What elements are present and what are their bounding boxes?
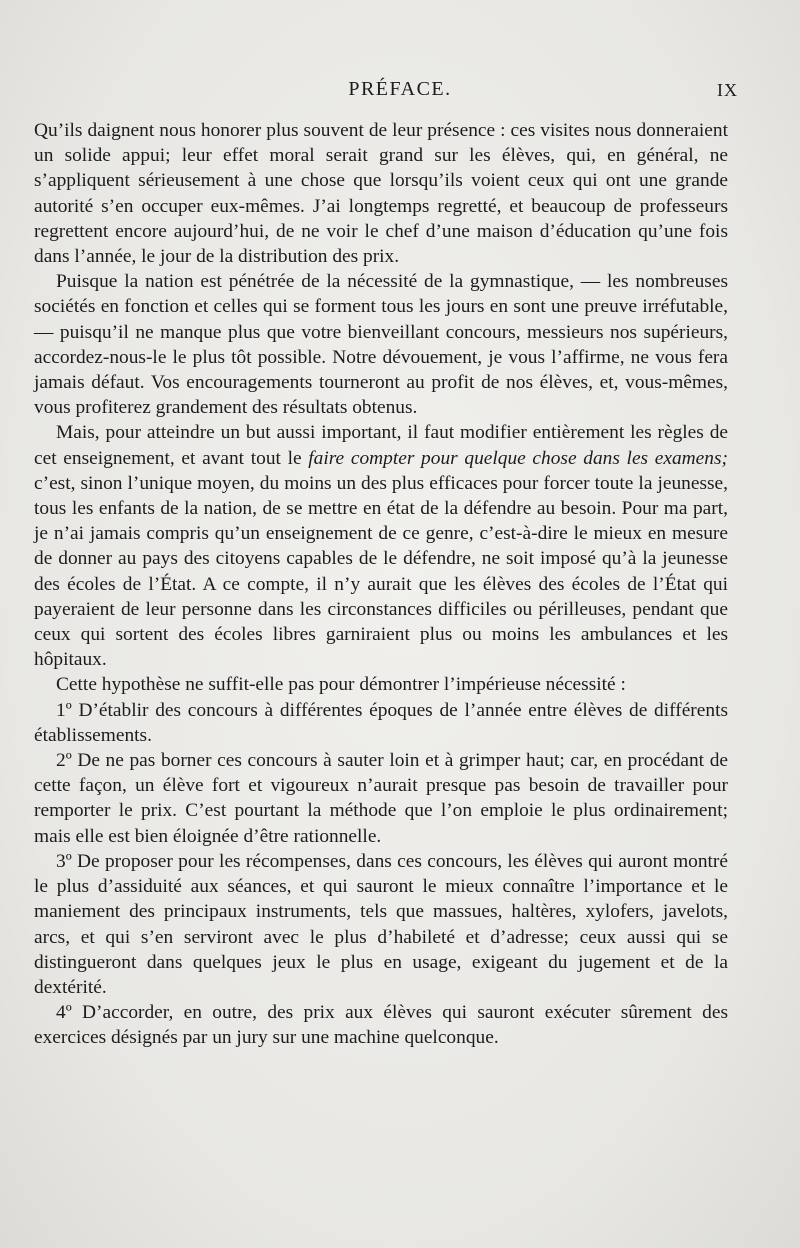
body-text [34, 118, 728, 1051]
list-item-2: 2º De ne pas borner ces concours à sauter loin et à grimper haut; car, en procédant de cette façon, un élève fort et vigoureux n’aurait presque pas besoin de travailler pour remporter le prix. C’est pourtant la méthode que l’on emploie le plus ordinairement; mais elle est bien éloignée d’être rationnelle. [34, 750, 728, 847]
paragraph-4: Cette hypothèse ne suffit-elle pas pour démontrer l’impérieuse nécessité : [56, 674, 626, 696]
paragraph-3 [34, 420, 728, 672]
page-number: IX [717, 80, 738, 100]
paragraph-1: Qu’ils daignent nous honorer plus souvent de leur présence : ces visites nous donneraient un solide appui; leur effet moral serait grand sur les élèves, qui, en général, ne s’appliquent sérieusement à une chose que lorsqu’ils voient ceux qui ont une grande autorité s’en occuper eux-mêmes. J’ai longtemps regretté, et beaucoup de professeurs regrettent encore aujourd’hui, de ne voir le chef d’une maison d’éducation qu’une fois dans l’année, le jour de la distribution des prix. [34, 120, 728, 268]
emphasis-phrase: faire compter pour quelque chose dans les examens; [308, 447, 728, 469]
list-item-3: 3º De proposer pour les récompenses, dans ces concours, les élèves qui auront montré le plus d’assiduité aux séances, et qui sauront le mieux connaître l’importance et le maniement des principaux instruments, tels que massues, haltères, xylofers, javelots, arcs, et qui s’en serviront avec le plus d’habileté et d’adresse; ceux aussi qui se distingueront dans quelques jeux le plus en usage, exigeant du jugement et de la dextérité. [34, 850, 728, 998]
list-item-4: 4º D’accorder, en outre, des prix aux élèves qui sauront exécuter sûrement des exercices désignés par un jury sur une machine quelconque. [34, 1002, 728, 1049]
paragraph-3-start: Mais, pour atteindre un but aussi important, il faut modifier entièrement les règles de cet enseignement, et avant tout le [34, 422, 728, 469]
paragraph-2: Puisque la nation est pénétrée de la nécessité de la gymnastique, — les nombreuses sociétés en fonction et celles qui se forment tous les jours en sont une preuve irréfutable, — puisqu’il ne manque plus que votre bienveillant concours, messieurs nos supérieurs, accordez-nous-le le plus tôt possible. Notre dévouement, je vous l’affirme, ne vous fera jamais défaut. Vos encouragements tourneront au profit de nos élèves, et, vous-mêmes, vous profiterez grandement des résultats obtenus. [34, 271, 728, 419]
paragraph-3-end: c’est, sinon l’unique moyen, du moins un des plus efficaces pour forcer toute la jeunesse, tous les enfants de la nation, de se mettre en état de la défendre au besoin. Pour ma part, je n’ai jamais compris qu’un enseignement de ce genre, c’est-à-dire le mieux en mesure de donner au pays des citoyens capables de le défendre, ne soit imposé qu’à la jeunesse des écoles de l’État. A ce compte, il n’y aurait que les élèves des écoles de l’État qui payeraient de leur personne dans les circonstances difficiles ou périlleuses, pendant que ceux qui sortent des écoles libres garniraient plus ou moins les ambulances et les hôpitaux. [34, 472, 728, 671]
page-header [0, 78, 800, 108]
list-item-1: 1º D’établir des concours à différentes époques de l’année entre élèves de différents établissements. [34, 699, 728, 746]
running-title: PRÉFACE. [348, 78, 452, 100]
